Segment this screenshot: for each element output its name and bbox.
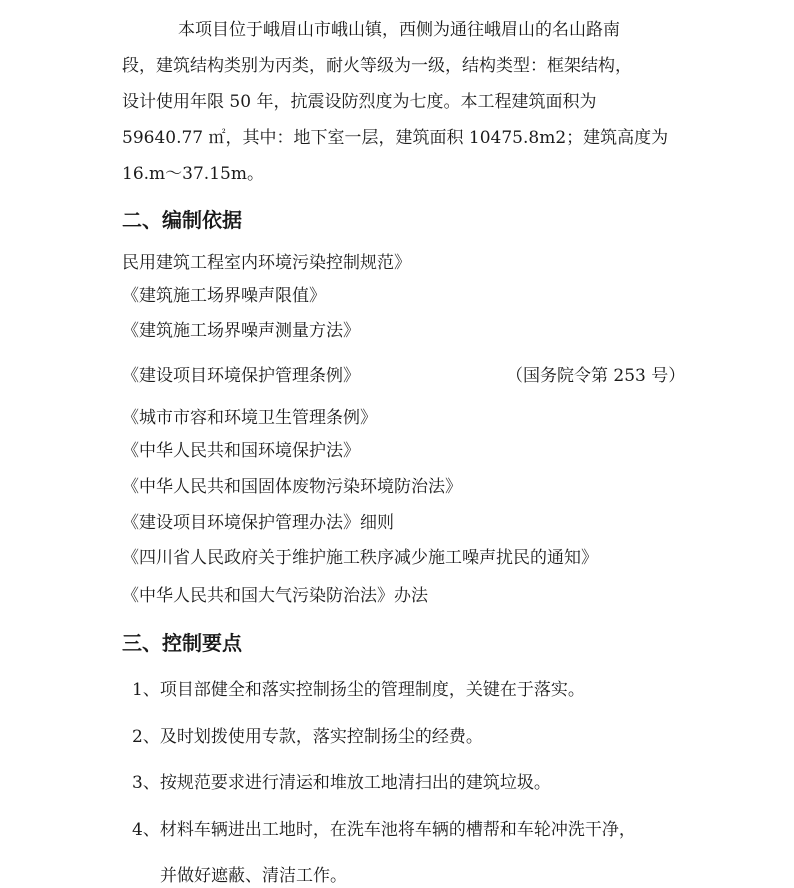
law-item: 《建筑施工场界噪声测量方法》 — [122, 321, 360, 341]
section-2-heading: 二、编制依据 — [122, 208, 242, 232]
control-point: 3、按规范要求进行清运和堆放工地清扫出的建筑垃圾。 — [132, 773, 551, 793]
law-item: 《建筑施工场界噪声限值》 — [122, 286, 326, 306]
law-item: 《建设项目环境保护管理办法》细则 — [122, 513, 394, 533]
control-point: 2、及时划拨使用专款，落实控制扬尘的经费。 — [132, 727, 483, 747]
control-point: 4、材料车辆进出工地时，在洗车池将车辆的槽帮和车轮冲洗干净， — [132, 820, 636, 840]
law-item: 《中华人民共和国环境保护法》 — [122, 441, 360, 461]
law-item: 《四川省人民政府关于维护施工秩序减少施工噪声扰民的通知》 — [122, 548, 598, 568]
intro-line-5: 16.m～37.15m。 — [122, 164, 264, 184]
control-point: 1、项目部健全和落实控制扬尘的管理制度，关键在于落实。 — [132, 680, 585, 700]
intro-paragraph — [122, 12, 678, 192]
law-item: 《建设项目环境保护管理条例》 — [122, 366, 360, 386]
intro-line-1: 本项目位于峨眉山市峨山镇，西侧为通往峨眉山的名山路南 — [178, 20, 620, 40]
section-3-heading: 三、控制要点 — [122, 631, 242, 655]
control-point-continued: 并做好遮蔽、清洁工作。 — [160, 866, 347, 886]
law-item: 《中华人民共和国大气污染防治法》办法 — [122, 586, 428, 606]
law-note: （国务院令第 253 号） — [506, 366, 686, 386]
intro-line-2: 段，建筑结构类别为丙类，耐火等级为一级，结构类型：框架结构， — [122, 56, 632, 76]
law-item: 民用建筑工程室内环境污染控制规范》 — [122, 253, 411, 273]
intro-line-3: 设计使用年限 50 年，抗震设防烈度为七度。本工程建筑面积为 — [122, 92, 597, 112]
intro-line-4: 59640.77 ㎡，其中：地下室一层，建筑面积 10475.8m2；建筑高度为 — [122, 128, 669, 148]
law-item: 《城市市容和环境卫生管理条例》 — [122, 408, 377, 428]
law-item: 《中华人民共和国固体废物污染环境防治法》 — [122, 477, 462, 497]
